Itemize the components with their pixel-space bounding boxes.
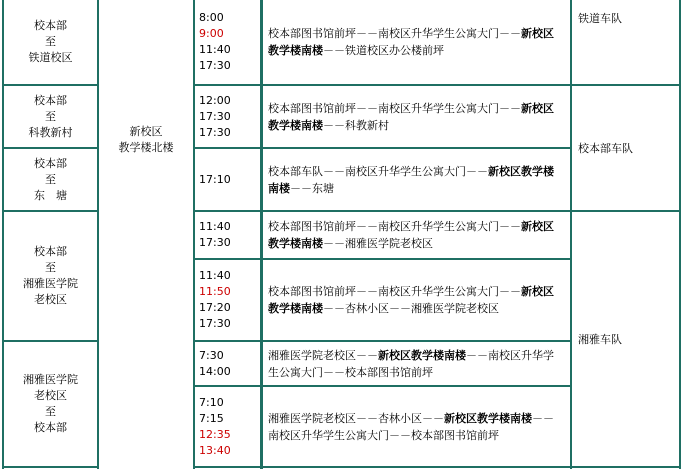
route-cell xyxy=(263,387,570,466)
route-segment: －－科教新村 xyxy=(323,118,389,132)
route-segment: 校本部图书馆前坪－－南校区升华学生公寓大门－－ xyxy=(268,220,521,233)
route-text xyxy=(268,100,564,134)
route-segment: 湘雅医学院老校区－－ xyxy=(268,348,378,362)
departure-time: 13:40 xyxy=(199,443,231,457)
departure-times-cell xyxy=(195,387,260,466)
fleet-label: 校本部车队 xyxy=(578,141,633,155)
departure-time: 17:30 xyxy=(199,59,231,72)
departure-time: 17:30 xyxy=(199,109,231,123)
origin-line: 湘雅医学院 xyxy=(23,277,78,290)
origin-line: 至 xyxy=(45,35,56,48)
route-text xyxy=(268,25,564,59)
departure-time: 11:40 xyxy=(199,220,231,233)
route-segment: 校本部车队－－南校区升华学生公寓大门－－ xyxy=(268,164,488,178)
route-segment: 校本部图书馆前坪－－南校区升华学生公寓大门－－ xyxy=(268,101,521,115)
route-segment: 湘雅医学院老校区－－杏林小区－－ xyxy=(268,411,444,425)
origin-line: 科教新村 xyxy=(28,125,73,139)
fleet-cell xyxy=(572,86,679,210)
departure-time: 17:20 xyxy=(199,301,231,314)
departure-time: 7:10 xyxy=(199,395,224,409)
departure-time: 11:40 xyxy=(199,269,231,282)
route-text xyxy=(268,410,564,444)
departure-time: 7:15 xyxy=(199,411,224,425)
origin-cell xyxy=(4,342,97,466)
stop-line: 教学楼北楼 xyxy=(118,141,174,154)
fleet-cell xyxy=(572,10,679,30)
route-text xyxy=(268,347,564,381)
departure-time: 17:10 xyxy=(199,172,231,186)
departure-times-cell xyxy=(195,212,260,258)
stop-cell xyxy=(99,0,193,280)
origin-line: 校本部 xyxy=(34,421,67,434)
route-segment: －－南校区升华学生公寓大门－－校本部图书馆前坪 xyxy=(268,411,554,442)
stop-line: 新校区 xyxy=(129,125,163,138)
route-highlight-stop: 新校区教学楼南楼 xyxy=(378,348,466,362)
route-highlight-stop: 新校区教学楼南楼 xyxy=(268,164,554,195)
departure-times-cell xyxy=(195,260,260,340)
origin-line: 至 xyxy=(45,109,56,123)
route-text xyxy=(268,218,564,252)
route-segment: －－东塘 xyxy=(290,181,334,195)
origin-line: 至 xyxy=(45,172,56,186)
departure-time: 17:30 xyxy=(199,236,231,249)
route-highlight-stop: 新校区教学楼南楼 xyxy=(268,220,554,250)
route-highlight-stop: 新校区教学楼南楼 xyxy=(268,285,554,315)
origin-line: 至 xyxy=(45,261,56,274)
departure-times-cell xyxy=(195,86,260,147)
origin-line: 至 xyxy=(45,405,56,418)
departure-time: 8:00 xyxy=(199,11,224,24)
origin-cell xyxy=(4,149,97,210)
departure-time: 17:30 xyxy=(199,125,231,139)
route-segment: 校本部图书馆前坪－－南校区升华学生公寓大门－－ xyxy=(268,285,521,298)
route-highlight-stop: 新校区教学楼南楼 xyxy=(444,411,532,425)
route-segment: －－湘雅医学院老校区 xyxy=(323,237,433,250)
fleet-label: 铁道车队 xyxy=(578,12,622,25)
route-cell xyxy=(263,212,570,258)
route-segment: －－杏林小区－－湘雅医学院老校区 xyxy=(323,302,499,315)
departure-times-cell xyxy=(195,149,260,210)
route-text xyxy=(268,283,564,317)
departure-time: 9:00 xyxy=(199,27,224,40)
origin-line: 校本部 xyxy=(34,156,67,170)
origin-line: 校本部 xyxy=(34,19,67,32)
origin-cell xyxy=(4,86,97,147)
route-cell xyxy=(263,260,570,340)
departure-times-cell xyxy=(195,342,260,385)
origin-line: 铁道校区 xyxy=(28,51,73,64)
departure-time: 11:50 xyxy=(199,285,231,298)
route-segment: 校本部图书馆前坪－－南校区升华学生公寓大门－－ xyxy=(268,27,521,40)
route-segment: －－南校区升华学生公寓大门－－校本部图书馆前坪 xyxy=(268,348,554,379)
fleet-label: 湘雅车队 xyxy=(578,332,622,346)
origin-line: 校本部 xyxy=(34,93,67,107)
origin-line: 老校区 xyxy=(34,293,67,306)
origin-line: 湘雅医学院 xyxy=(23,373,78,386)
route-highlight-stop: 新校区教学楼南楼 xyxy=(268,27,554,57)
route-cell xyxy=(263,149,570,210)
route-text xyxy=(268,163,564,197)
departure-times-cell xyxy=(195,0,260,84)
fleet-cell xyxy=(572,212,679,466)
origin-line: 校本部 xyxy=(34,245,67,258)
departure-time: 7:30 xyxy=(199,348,224,362)
route-cell xyxy=(263,0,570,84)
route-cell xyxy=(263,86,570,147)
departure-time: 12:35 xyxy=(199,427,231,441)
origin-line: 老校区 xyxy=(34,389,67,402)
route-cell xyxy=(263,342,570,385)
route-highlight-stop: 新校区教学楼南楼 xyxy=(268,101,554,132)
departure-time: 17:30 xyxy=(199,317,231,330)
departure-time: 12:00 xyxy=(199,93,231,107)
origin-cell xyxy=(4,0,97,84)
departure-time: 11:40 xyxy=(199,43,231,56)
origin-line: 东 塘 xyxy=(34,188,67,202)
route-segment: －－铁道校区办公楼前坪 xyxy=(323,44,444,57)
departure-time: 14:00 xyxy=(199,364,231,378)
origin-cell xyxy=(4,212,97,340)
